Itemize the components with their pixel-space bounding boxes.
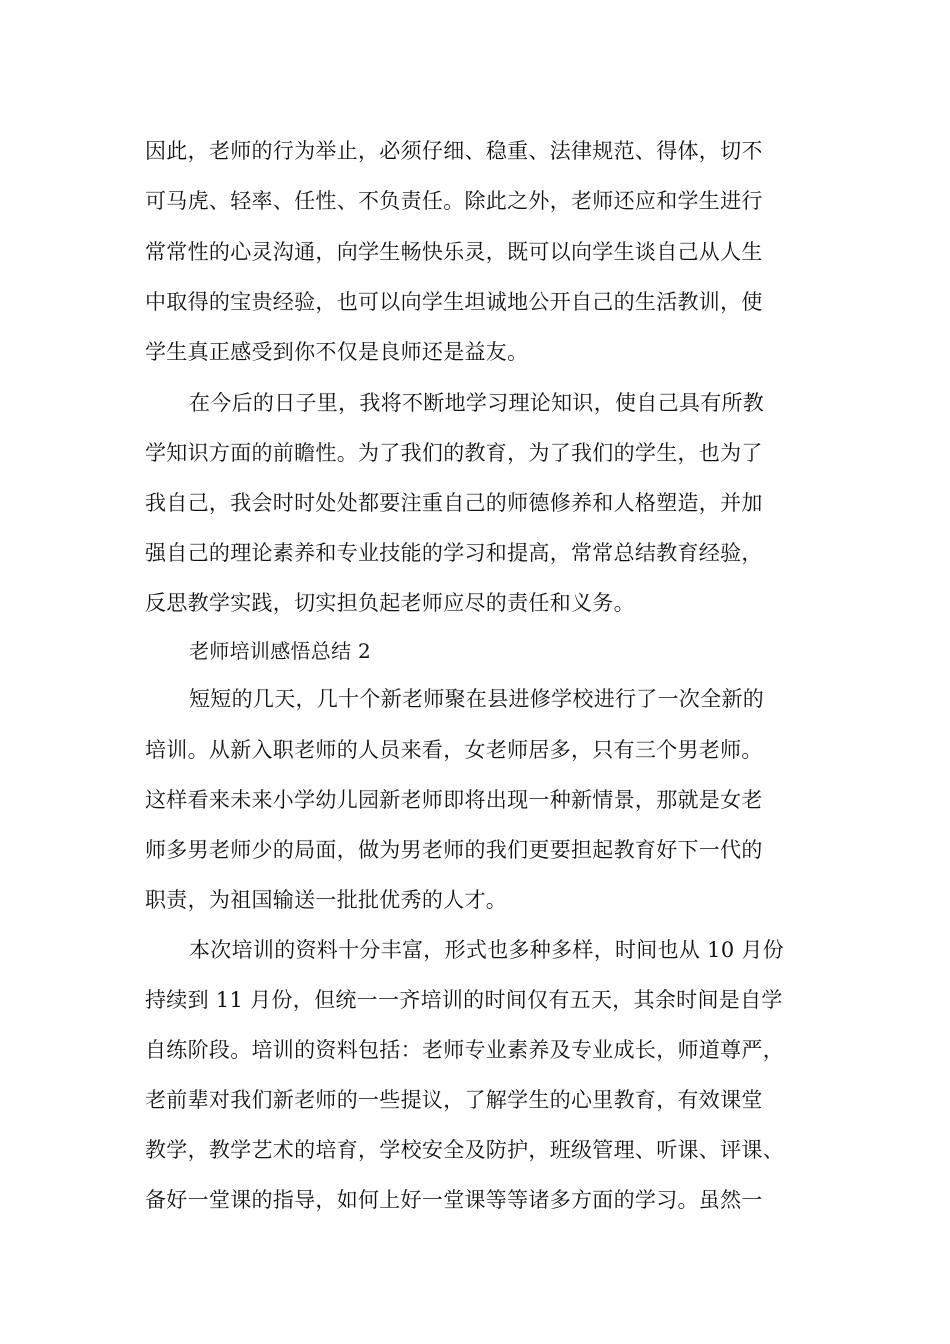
paragraph-4-line-6: 备好一堂课的指导，如何上好一堂课等等诸多方面的学习。虽然一 [145, 1188, 763, 1212]
paragraph-1-line-3: 常常性的心灵沟通，向学生畅快乐灵，既可以向学生谈自己从人生 [145, 240, 763, 264]
paragraph-2-line-1: 在今后的日子里，我将不断地学习理论知识，使自己具有所教 [189, 391, 765, 415]
paragraph-3-line-2: 培训。从新入职老师的人员来看，女老师居多，只有三个男老师。 [145, 738, 763, 762]
paragraph-2-line-3: 我自己，我会时时处处都要注重自己的师德修养和人格塑造，并加 [145, 491, 763, 515]
paragraph-1-line-1: 因此，老师的行为举止，必须仔细、稳重、法律规范、得体，切不 [145, 139, 763, 163]
paragraph-4-line-3: 自练阶段。培训的资料包括：老师专业素养及专业成长，师道尊严， [145, 1038, 784, 1062]
paragraph-4-line-5: 教学，教学艺术的培育，学校安全及防护，班级管理、听课、评课、 [145, 1138, 784, 1162]
paragraph-3-line-1: 短短的几天，几十个新老师聚在县进修学校进行了一次全新的 [189, 687, 765, 711]
paragraph-2-line-4: 强自己的理论素养和专业技能的学习和提高，常常总结教育经验， [145, 541, 763, 565]
paragraph-4-line-2: 持续到 11 月份，但统一一齐培训的时间仅有五天，其余时间是自学 [145, 988, 783, 1012]
paragraph-4-line-1: 本次培训的资料十分丰富，形式也多种多样，时间也从 10 月份 [189, 938, 785, 962]
paragraph-2-line-2: 学知识方面的前瞻性。为了我们的教育，为了我们的学生，也为了 [145, 441, 763, 465]
paragraph-3-line-5: 职责，为祖国输送一批批优秀的人才。 [145, 888, 508, 912]
paragraph-2-line-5: 反思教学实践，切实担负起老师应尽的责任和义务。 [145, 591, 635, 615]
paragraph-3-line-3: 这样看来未来小学幼儿园新老师即将出现一种新情景，那就是女老 [145, 788, 763, 812]
paragraph-1-line-4: 中取得的宝贵经验，也可以向学生坦诚地公开自己的生活教训，使 [145, 290, 763, 314]
paragraph-3-line-4: 师多男老师少的局面，做为男老师的我们更要担起教育好下一代的 [145, 838, 763, 862]
paragraph-1-line-2: 可马虎、轻率、任性、不负责任。除此之外，老师还应和学生进行 [145, 189, 763, 213]
paragraph-4-line-4: 老前辈对我们新老师的一些提议，了解学生的心里教育，有效课堂 [145, 1088, 763, 1112]
paragraph-1-line-5: 学生真正感受到你不仅是良师还是益友。 [145, 340, 529, 364]
section-heading: 老师培训感悟总结 2 [189, 639, 372, 663]
